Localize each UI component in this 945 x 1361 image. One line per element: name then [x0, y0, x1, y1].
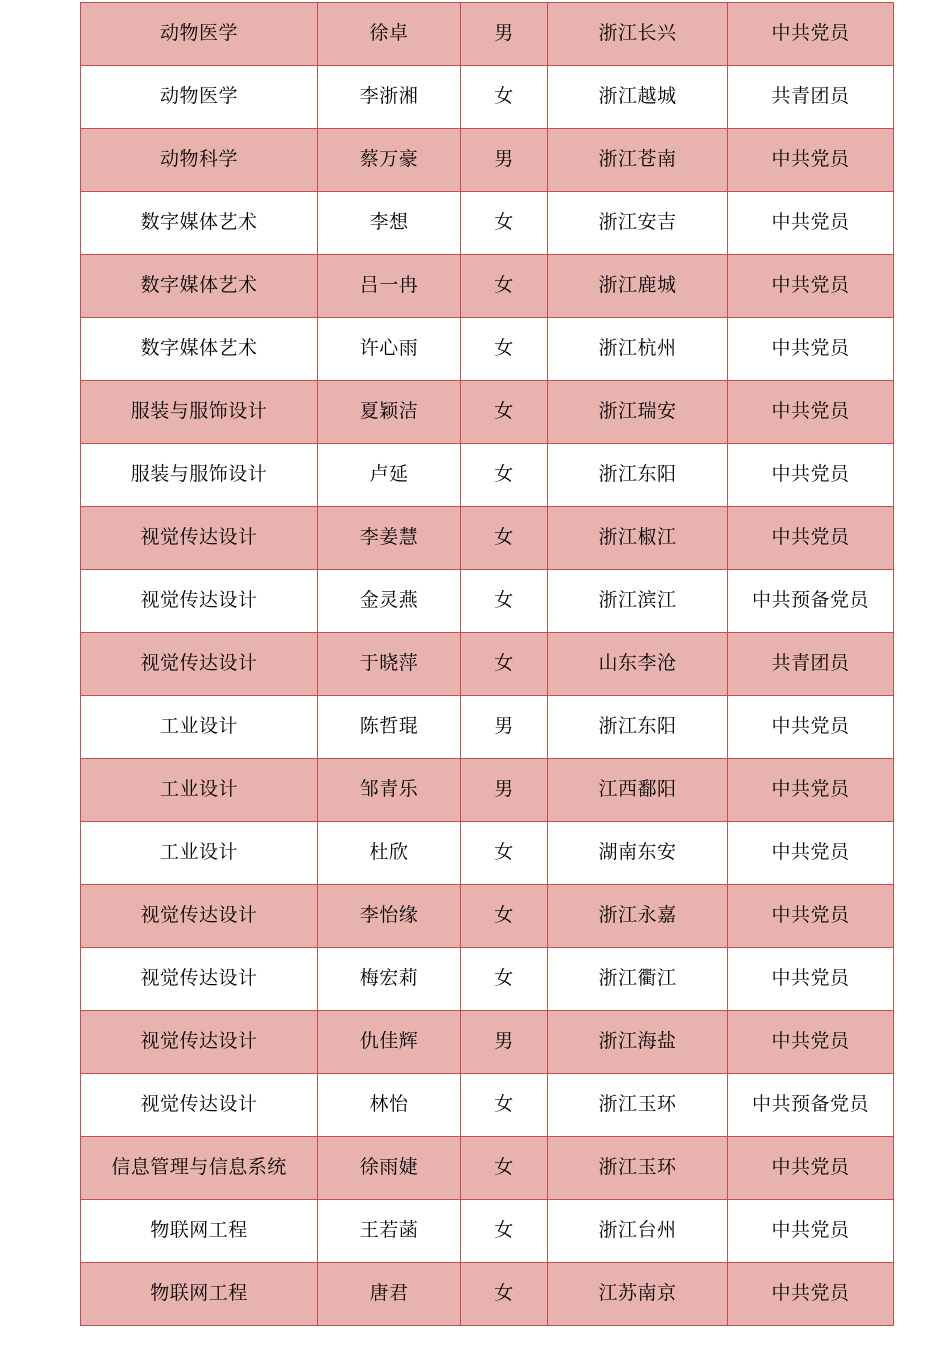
cell-origin: 浙江鹿城 — [548, 255, 728, 318]
cell-party: 中共党员 — [728, 3, 894, 66]
table-row — [81, 885, 894, 948]
cell-gender: 男 — [461, 1011, 548, 1074]
cell-gender: 男 — [461, 129, 548, 192]
cell-major: 物联网工程 — [81, 1200, 318, 1263]
table-row — [81, 633, 894, 696]
cell-party: 中共党员 — [728, 822, 894, 885]
cell-origin: 浙江椒江 — [548, 507, 728, 570]
cell-party: 中共党员 — [728, 444, 894, 507]
cell-party: 中共党员 — [728, 507, 894, 570]
student-roster-table — [80, 2, 894, 1326]
cell-major: 工业设计 — [81, 822, 318, 885]
cell-origin: 浙江长兴 — [548, 3, 728, 66]
cell-origin: 浙江衢江 — [548, 948, 728, 1011]
cell-name: 唐君 — [318, 1263, 461, 1326]
cell-origin: 浙江东阳 — [548, 444, 728, 507]
cell-gender: 女 — [461, 1263, 548, 1326]
cell-name: 李浙湘 — [318, 66, 461, 129]
cell-name: 徐卓 — [318, 3, 461, 66]
cell-origin: 浙江海盐 — [548, 1011, 728, 1074]
cell-gender: 女 — [461, 66, 548, 129]
cell-origin: 山东李沧 — [548, 633, 728, 696]
cell-origin: 浙江越城 — [548, 66, 728, 129]
cell-name: 杜欣 — [318, 822, 461, 885]
cell-origin: 浙江瑞安 — [548, 381, 728, 444]
table-row — [81, 1011, 894, 1074]
cell-major: 动物医学 — [81, 3, 318, 66]
table-row — [81, 318, 894, 381]
cell-name: 李怡缘 — [318, 885, 461, 948]
cell-party: 中共党员 — [728, 1137, 894, 1200]
cell-major: 服装与服饰设计 — [81, 381, 318, 444]
cell-name: 金灵燕 — [318, 570, 461, 633]
cell-gender: 女 — [461, 507, 548, 570]
cell-party: 中共党员 — [728, 1263, 894, 1326]
cell-gender: 女 — [461, 255, 548, 318]
cell-party: 中共预备党员 — [728, 570, 894, 633]
cell-party: 中共党员 — [728, 948, 894, 1011]
cell-major: 视觉传达设计 — [81, 633, 318, 696]
cell-major: 工业设计 — [81, 759, 318, 822]
cell-name: 邹青乐 — [318, 759, 461, 822]
cell-name: 吕一冉 — [318, 255, 461, 318]
cell-gender: 女 — [461, 318, 548, 381]
cell-name: 夏颖洁 — [318, 381, 461, 444]
cell-gender: 女 — [461, 1137, 548, 1200]
table-row — [81, 381, 894, 444]
cell-gender: 女 — [461, 192, 548, 255]
cell-name: 徐雨婕 — [318, 1137, 461, 1200]
cell-name: 卢延 — [318, 444, 461, 507]
cell-major: 动物科学 — [81, 129, 318, 192]
cell-gender: 男 — [461, 759, 548, 822]
table-row — [81, 444, 894, 507]
cell-gender: 男 — [461, 3, 548, 66]
cell-major: 数字媒体艺术 — [81, 318, 318, 381]
cell-party: 中共党员 — [728, 885, 894, 948]
cell-name: 陈哲琨 — [318, 696, 461, 759]
cell-major: 信息管理与信息系统 — [81, 1137, 318, 1200]
cell-name: 于晓萍 — [318, 633, 461, 696]
cell-gender: 女 — [461, 885, 548, 948]
cell-party: 中共党员 — [728, 1200, 894, 1263]
cell-party: 中共党员 — [728, 1011, 894, 1074]
cell-origin: 浙江玉环 — [548, 1074, 728, 1137]
cell-name: 梅宏莉 — [318, 948, 461, 1011]
table-row — [81, 822, 894, 885]
cell-party: 共青团员 — [728, 66, 894, 129]
cell-name: 蔡万豪 — [318, 129, 461, 192]
cell-major: 动物医学 — [81, 66, 318, 129]
table-row — [81, 696, 894, 759]
table-row — [81, 1263, 894, 1326]
cell-name: 许心雨 — [318, 318, 461, 381]
cell-origin: 浙江苍南 — [548, 129, 728, 192]
cell-origin: 浙江滨江 — [548, 570, 728, 633]
cell-name: 林怡 — [318, 1074, 461, 1137]
cell-gender: 女 — [461, 1074, 548, 1137]
cell-name: 李想 — [318, 192, 461, 255]
table-row — [81, 129, 894, 192]
cell-gender: 女 — [461, 1200, 548, 1263]
cell-major: 数字媒体艺术 — [81, 192, 318, 255]
cell-major: 视觉传达设计 — [81, 1011, 318, 1074]
cell-major: 视觉传达设计 — [81, 948, 318, 1011]
table-row — [81, 1074, 894, 1137]
cell-origin: 浙江玉环 — [548, 1137, 728, 1200]
cell-origin: 江西鄱阳 — [548, 759, 728, 822]
cell-origin: 湖南东安 — [548, 822, 728, 885]
document-page — [0, 2, 945, 1361]
table-row — [81, 66, 894, 129]
cell-gender: 女 — [461, 381, 548, 444]
cell-major: 视觉传达设计 — [81, 570, 318, 633]
table-row — [81, 3, 894, 66]
cell-major: 服装与服饰设计 — [81, 444, 318, 507]
cell-party: 中共党员 — [728, 129, 894, 192]
table-row — [81, 759, 894, 822]
cell-origin: 江苏南京 — [548, 1263, 728, 1326]
cell-name: 王若菡 — [318, 1200, 461, 1263]
table-row — [81, 255, 894, 318]
cell-gender: 女 — [461, 948, 548, 1011]
cell-name: 李姜慧 — [318, 507, 461, 570]
cell-party: 中共党员 — [728, 759, 894, 822]
cell-gender: 男 — [461, 696, 548, 759]
cell-origin: 浙江永嘉 — [548, 885, 728, 948]
cell-party: 中共党员 — [728, 381, 894, 444]
cell-major: 视觉传达设计 — [81, 885, 318, 948]
cell-party: 中共预备党员 — [728, 1074, 894, 1137]
cell-party: 中共党员 — [728, 192, 894, 255]
cell-origin: 浙江台州 — [548, 1200, 728, 1263]
table-row — [81, 1137, 894, 1200]
cell-party: 中共党员 — [728, 696, 894, 759]
cell-gender: 女 — [461, 570, 548, 633]
table-row — [81, 570, 894, 633]
table-body — [81, 3, 894, 1326]
cell-major: 视觉传达设计 — [81, 1074, 318, 1137]
table-row — [81, 948, 894, 1011]
cell-major: 物联网工程 — [81, 1263, 318, 1326]
cell-gender: 女 — [461, 444, 548, 507]
table-row — [81, 1200, 894, 1263]
cell-party: 中共党员 — [728, 255, 894, 318]
cell-origin: 浙江杭州 — [548, 318, 728, 381]
cell-origin: 浙江东阳 — [548, 696, 728, 759]
cell-origin: 浙江安吉 — [548, 192, 728, 255]
table-row — [81, 507, 894, 570]
cell-party: 中共党员 — [728, 318, 894, 381]
cell-major: 数字媒体艺术 — [81, 255, 318, 318]
cell-party: 共青团员 — [728, 633, 894, 696]
table-row — [81, 192, 894, 255]
cell-gender: 女 — [461, 822, 548, 885]
cell-major: 视觉传达设计 — [81, 507, 318, 570]
cell-major: 工业设计 — [81, 696, 318, 759]
cell-name: 仇佳辉 — [318, 1011, 461, 1074]
cell-gender: 女 — [461, 633, 548, 696]
